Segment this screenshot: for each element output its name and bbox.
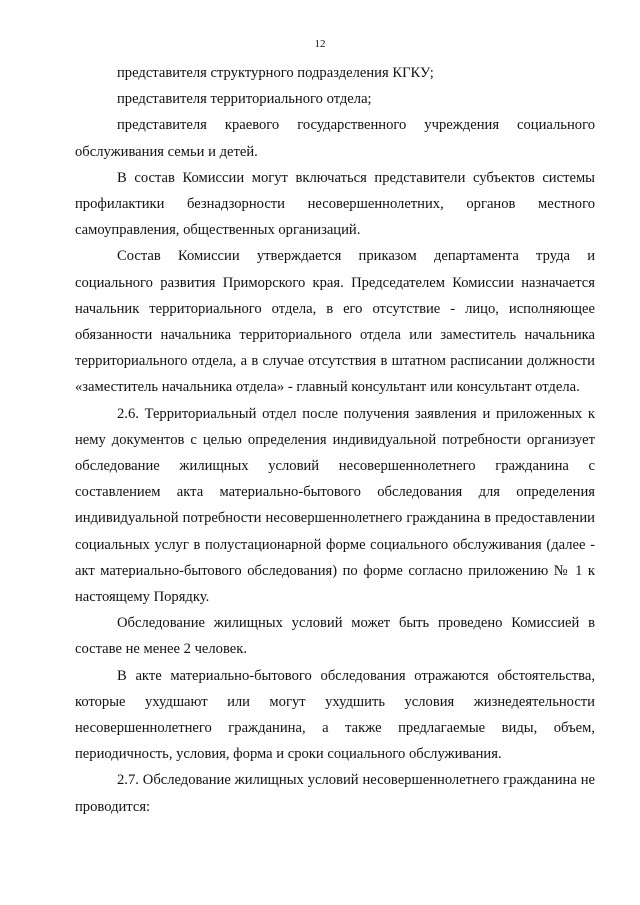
paragraph: Обследование жилищных условий может быть проведено Комиссией в составе не менее 2 человек. <box>75 615 595 658</box>
paragraph: В акте материально-бытового обследования отражаются обстоятельства, которые ухудшают или могут ухудшить условия жизнедеятельности несовершеннолетнего гражданина, а также предлагаемые виды, объем, периодичность, условия, форма и сроки социального обслуживания. <box>75 667 595 763</box>
paragraph: представителя краевого государственного учреждения социального обслуживания семьи и детей. <box>75 117 595 160</box>
paragraph: Состав Комиссии утверждается приказом департамента труда и социального развития Приморского края. Председателем Комиссии назначается начальник территориального отдела, в его отсутствие - лицо, исполняющее обязанности начальника территориального отдела или заместитель начальника территориального отдела, а в случае отсутствия в штатном расписании должности «заместитель начальника отдела» - главный консультант или консультант отдела. <box>75 248 595 396</box>
paragraph: В состав Комиссии могут включаться представители субъектов системы профилактики безнадзорности несовершеннолетних, органов местного самоуправления, общественных организаций. <box>75 169 595 239</box>
paragraph: 2.7. Обследование жилищных условий несовершеннолетнего гражданина не проводится: <box>75 772 595 815</box>
page-number: 12 <box>314 38 326 50</box>
paragraph: представителя структурного подразделения КГКУ; <box>117 65 434 81</box>
paragraph: представителя территориального отдела; <box>117 91 372 108</box>
document-body <box>75 60 595 820</box>
paragraph: 2.6. Территориальный отдел после получения заявления и приложенных к нему документов с целью определения индивидуальной потребности организует обследование жилищных условий несовершеннолетнего гражданина с составлением акта материально-бытового обследования для определения индивидуальной потребности несовершеннолетнего гражданина в предоставлении социальных услуг в полустационарной форме социального обслуживания (далее - акт материально-бытового обследования) по форме согласно приложению № 1 к настоящему Порядку. <box>75 405 595 606</box>
